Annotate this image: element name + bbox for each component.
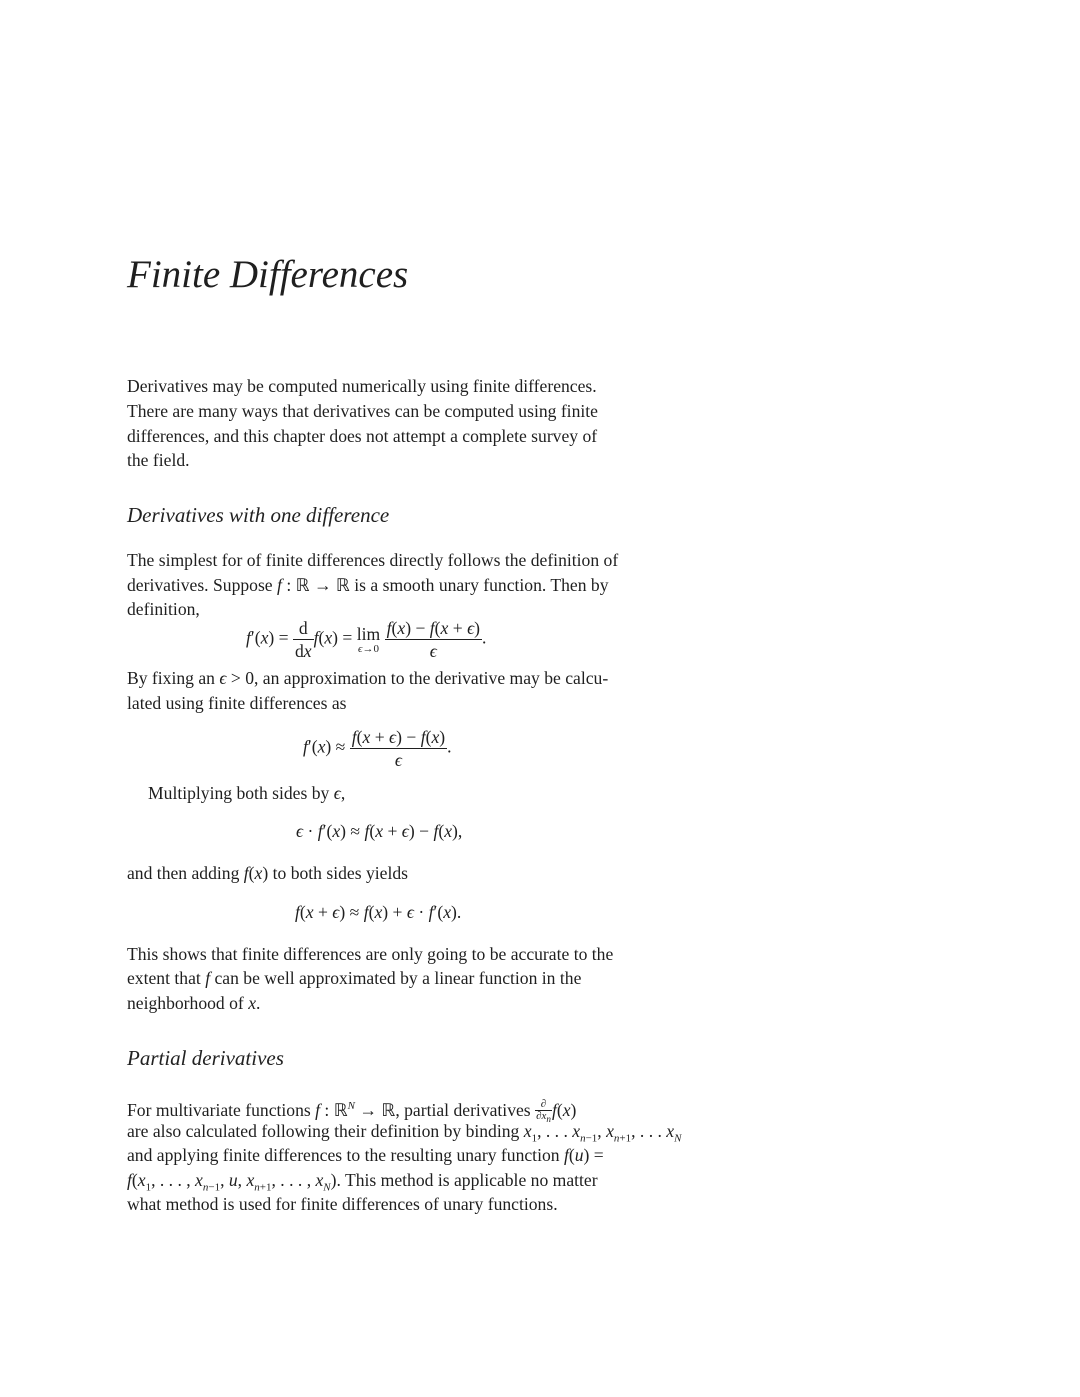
paragraph-line: and applying finite differences to the resulting unary function f(u) = [127,1145,604,1165]
math-inline: f [205,968,211,988]
paragraph-line: For multivariate functions f : ℝ$^N$ → ℝ, partial derivatives $\frac{\partial}{\partial x_n}$ f(x) [127,1097,577,1124]
paragraph-line: lated using finite differences as [127,693,347,713]
equation-linear-approximation: f(x + ϵ) ≈ f(x) + ϵ · f′(x). [295,902,462,922]
equation-forward-difference: f′(x) ≈ $\frac{f(x + \epsilon) - f(x)}{\epsilon}$ . [303,727,452,770]
math-inline: f [277,575,282,595]
text-segment: extent that [127,968,201,988]
paragraph-line: This shows that finite differences are only going to be accurate to the [127,944,614,964]
text-segment: derivatives. Suppose [127,575,273,595]
math-inline: x [523,1121,532,1141]
math-inline: f [315,1099,321,1120]
equation-multiplied: ϵ · f′(x) ≈ f(x + ϵ) − f(x), [296,821,463,841]
paragraph-line: are also calculated following their definition by binding $x_1$, . . . $x_{n-1}$, $x_{n+1}$, . . . $x_N$ [127,1121,682,1145]
math-inline: ϵ [333,783,341,803]
math-inline: f [127,1170,132,1190]
intro-line: differences, and this chapter does not attempt a complete survey of [127,426,598,446]
text-segment: to both sides yields [272,863,408,883]
math-inline: x [248,993,257,1013]
text-segment: , an approximation to the derivative may be calcu- [254,668,609,688]
intro-line: Derivatives may be computed numerically using finite differences. [127,376,597,396]
section-heading-one-difference: Derivatives with one difference [127,503,390,527]
chapter-title: Finite Differences [127,253,409,296]
math-inline: ϵ [219,668,227,688]
paragraph-line: Multiplying both sides by ϵ, [148,783,346,803]
paragraph-line: neighborhood of x. [127,993,261,1013]
text-segment: and then adding [127,863,240,883]
text-segment: . This method is applicable no matter [336,1170,598,1190]
paragraph-line: derivatives. Suppose f : ℝ → ℝ is a smooth unary function. Then by [127,575,609,595]
text-segment: and applying finite differences to the resulting unary function [127,1145,560,1165]
text-segment: Multiplying both sides by [148,783,330,803]
math-inline: f [563,1145,569,1165]
section-heading-partial-derivatives: Partial derivatives [127,1046,284,1070]
paragraph-line: and then adding f(x) to both sides yields [127,863,408,883]
paragraph-line [127,966,581,990]
text-segment: By fixing an [127,668,215,688]
paragraph-line: $f(x_1$, . . . , $x_{n-1}$, u, $x_{n+1}$, . . . , $x_N$). This method is applicable no matter [127,1170,598,1194]
math-inline: f [243,863,249,883]
text-segment: can be well approximated by a linear function in the [214,968,582,988]
intro-line: There are many ways that derivatives can be computed using finite [127,401,598,421]
text-segment: are also calculated following their definition by binding [127,1121,520,1141]
text-segment: neighborhood of [127,993,244,1013]
text-segment: , partial derivatives [395,1099,531,1120]
paragraph-line: By fixing an ϵ > 0, an approximation to the derivative may be calcu- [127,668,609,688]
paragraph-line: what method is used for finite differences of unary functions. [127,1194,558,1214]
paragraph-line: The simplest for of finite differences directly follows the definition of [127,550,619,570]
text-segment: is a smooth unary function. Then by [354,575,609,595]
paragraph-line: definition, [127,599,200,619]
text-segment: For multivariate functions [127,1099,311,1120]
equation-derivative-definition: f′(x) = $\frac{d}{dx}$ f(x) = lim ϵ→0 $\frac{f(x) - f(x + \epsilon)}{\epsilon}$ . [246,618,487,661]
intro-line: the field. [127,450,190,470]
